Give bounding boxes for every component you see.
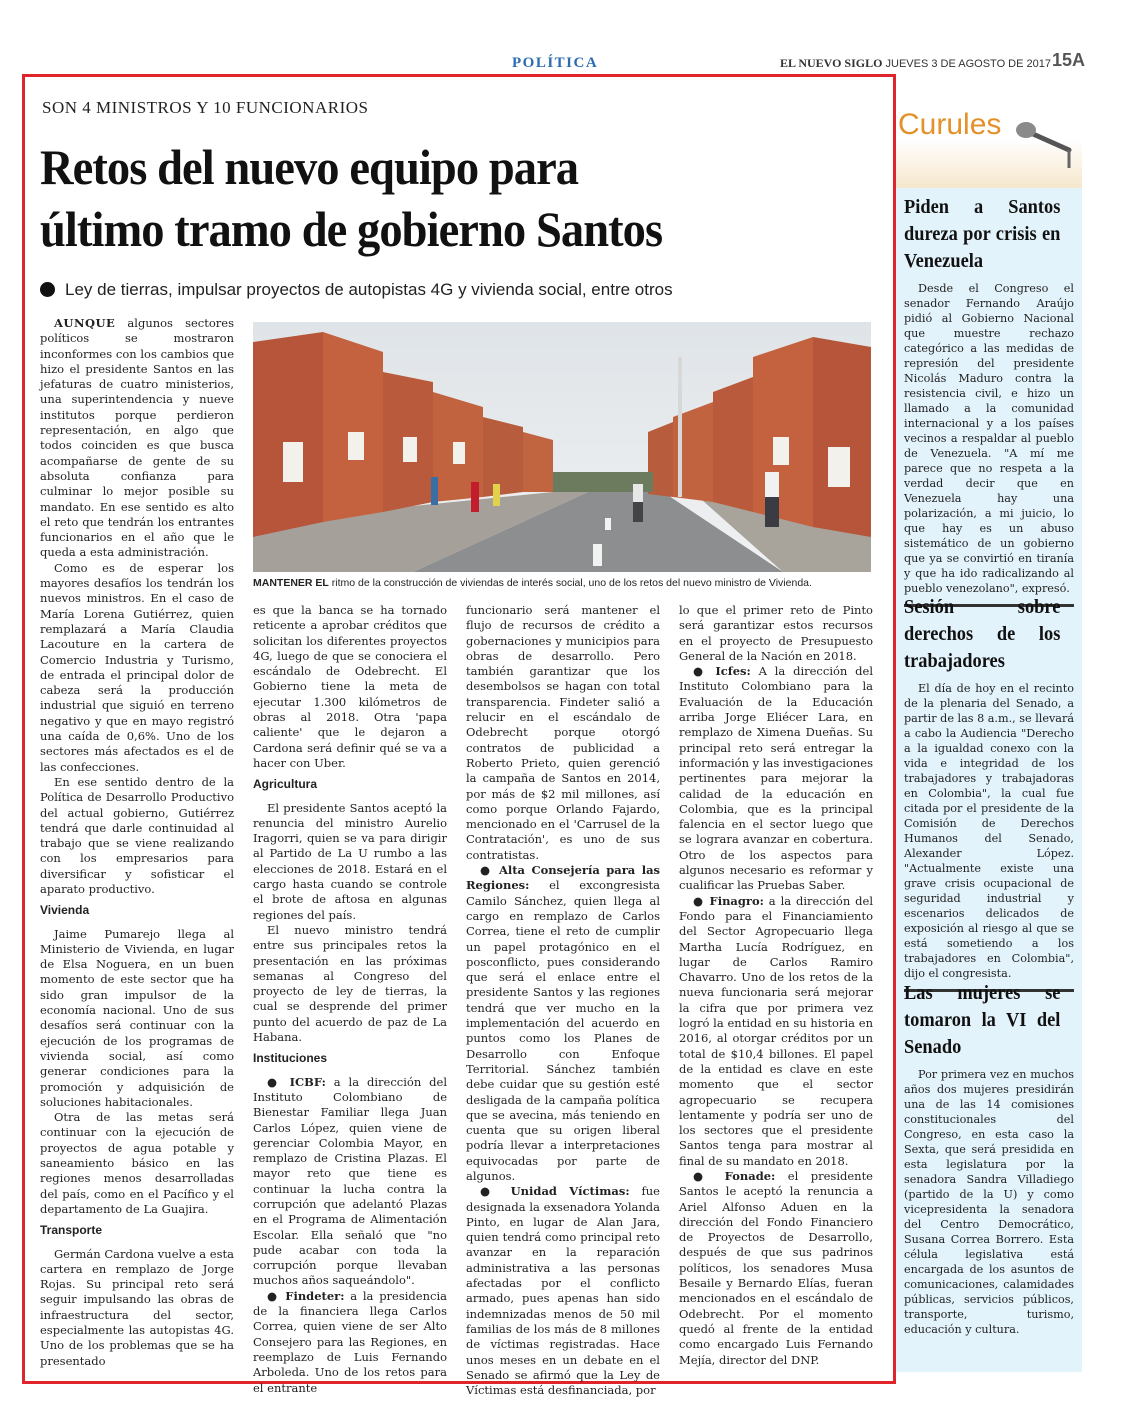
subhead-text: Ley de tierras, impulsar proyectos de autopistas 4G y vivienda social, entre otros [65, 280, 673, 299]
masthead [780, 56, 1051, 71]
article-column-3 [466, 603, 660, 1398]
sidebar-title: Curules [898, 108, 1002, 141]
subheading-agricultura: Agricultura [253, 777, 318, 792]
article-subhead [40, 280, 673, 300]
paragraph: a la dirección del Instituto Colombiano de Bienestar Familiar llega Juan Carlos López, quien viene de gerenciar Colombia Mayor, en remplazo de Cristina Plazas. El mayor reto que tiene es continuar la lucha contra la corrupción que adelantó Plazas en el Programa de Alimentación Escolar. Ella señaló que "no pude acabar con toda la corrupción porque llevaban muchos años saqueándolo". [253, 1074, 447, 1288]
paragraph: el excongresista Camilo Sánchez, quien llega al cargo en remplazo de Carlos Correa, tiene el reto de cumplir un papel protagónico en el posconflicto, pues considerando que será el enlace entre el presidente Santos y las regiones tendrá que ver mucho en la implementación del acuerdo en puntos como los Planes de Desarrollo con Enfoque Territorial. Sánchez también debe cuidar que su gestión esté desligada de la campaña política que se avecina, más teniendo en cuenta que su origen liberal podría llevar a interpretaciones equivocadas por parte de algunos. [466, 878, 660, 1183]
subheading-transporte: Transporte [40, 1223, 103, 1238]
paragraph: Otra de las metas será continuar con la ejecución de proyectos de agua potable y saneamiento básico en las regiones menos desarrolladas del país, como en el Pacífico y el departamento de La Guajira. [40, 1110, 234, 1216]
headline-line-1: Retos del nuevo equipo para [40, 139, 579, 195]
paragraph: el presidente Santos le aceptó la renuncia a Ariel Alfonso Aduen en la dirección del Fondo Financiero de Proyectos de Desarrollo, después de que sus padrinos políticos, los senadores Musa Besaile y Bernardo Elías, fueran mencionados en el escándalo de Odebrecht. Por el momento quedó al frente de la entidad como encargado Luis Fernando Mejía, director del DNP. [679, 1168, 873, 1367]
paragraph: A la dirección del Instituto Colombiano para la Evaluación de la Educación arriba Jorge Eliécer Lara, en remplazo de Ximena Dueñas. Su principal reto será entregar la información y las investigaciones pertinentes para mejorar la calidad de la educación en Colombia, que es la principal falencia en el sector luego que se lograra avanzar en cobertura. Otro de los aspectos para algunos necesario es reformar y cualificar las Pruebas Saber. [679, 664, 874, 893]
paragraph: algunos sectores políticos se mostraron inconformes con los cambios que hizo el presidente Santos en las jefaturas de cuatro ministerios, una superintendencia y nueve institutos porque perdieron representación, en algo que todos coinciden es que busca acompañarse de gente de su absoluta confianza para culminar lo mejor posible su mandato. En ese sentido es alto el reto que tendrán los entrantes funcionarios en el año que le queda a esta administración. [40, 316, 234, 560]
bullet-label: ● Fonade: [693, 1168, 776, 1183]
sidebar-story-venezuela [904, 194, 1074, 611]
paragraph: funcionario será mantener el flujo de recursos de crédito a gobernaciones y municipios para obras de desarrollo. Pero también garantizar que los desembolsos se hagan con total transparencia. Findeter salió a relucir en el escándalo de Odebrecht porque otorgó contratos de publicidad a Roberto Prieto, quien gerenció la campaña de Santos en 2014, por más de $2 mil millones, así como porque Orlando Fajardo, mencionado en el 'Carrusel de la Contratación', es uno de sus contratistas. [466, 603, 660, 862]
subheading-instituciones: Instituciones [253, 1051, 328, 1066]
bullet-label: ● Alta Consejería para las Regiones: [466, 863, 660, 893]
bullet-label: ● ICBF: [267, 1074, 326, 1089]
paper-name: EL NUEVO SIGLO [779, 56, 883, 70]
bullet-icon [40, 282, 55, 297]
section-label: POLÍTICA [512, 55, 599, 71]
caption-text: ritmo de la construcción de viviendas de interés social, uno de los retos del nuevo ministro de Vivienda. [328, 577, 812, 589]
story-body: Por primera vez en muchos años dos mujeres presidirán una de las 14 comisiones constitucionales del Congreso, en esta caso la Sexta, que será presidida en esta legislatura por la senadora Sandra Villadiego (partido de la U) y como vicepresidenta la senadora del Centro Democrático, Susana Correa Borrero. Esta célula legislativa está encargada de los asuntos de comunicaciones, calamidades públicas, servicios públicos, transporte, turismo, educación y cultura. [904, 1068, 1074, 1336]
paragraph: Como es de esperar los mayores desafíos los tendrán los nuevos ministros. En el caso de María Lorena Gutiérrez, quien remplazará a María Claudia Lacouture en la cartera de Comercio Industria y Turismo, de entrada el principal dolor de cabeza será la producción industrial que siguió en terreno negativo y que en mayo registró una caída de 0,6%. Uno de los sectores más afectados es el de las confecciones. [40, 560, 234, 774]
article-headline [40, 136, 821, 260]
article-column-2 [253, 603, 447, 1396]
page-number: 15A [1051, 50, 1085, 70]
sidebar-curules [896, 100, 1082, 1390]
paragraph: a la dirección del Fondo para el Financiamiento del Sector Agropecuario llega Martha Lucía Rodríguez, en lugar de Carlos Ramiro Chavarro. Uno de los retos de la nueva funcionaria será mejorar la cifra que por primera vez logró la entidad en su historia en 2016, al otorgar créditos por un total de $10,4 billones. El papel de la entidad es clave en este momento que el sector agropecuario se recupera lentamente y podría ser uno de los sectores que el presidente Santos tenga para mostrar al final de su mandato en 2018. [679, 893, 873, 1168]
photo-caption [253, 577, 873, 589]
bullet-label: ● Finagro: [693, 893, 764, 908]
article-photo [253, 322, 871, 572]
caption-lead: MANTENER EL [253, 577, 329, 589]
paragraph: Jaime Pumarejo llega al Ministerio de Vivienda, en lugar de Elsa Noguera, en un buen momento de este sector que ha sido gran impulsor de la economía nacional. Uno de sus desafíos será continuar con la ejecución de los programas de vivienda social, así como generar condiciones para la promoción y adquisición de soluciones habitacionales. [40, 926, 234, 1109]
story-title: Piden a Santos dureza por crisis en Venezuela [904, 196, 1061, 272]
paragraph: es que la banca se ha tornado reticente a aprobar créditos que solicitan los diferentes proyectos 4G, luego de que se conociera el escándalo de Odebrecht. El Gobierno tiene la meta de ejecutar 1.300 kilómetros de obras al 2018. Otra 'papa caliente' que le dejaron a Cardona será definir qué se va a hacer con Uber. [253, 603, 447, 770]
article-column-1 [40, 316, 234, 1369]
paragraph: a la presidencia de la financiera llega Carlos Correa, quien viene de ser Alto Consejero para las Regiones, en reemplazo de Luis Fernando Arboleda. Uno de los retos para el entrante [253, 1288, 447, 1395]
paragraph: fue designada la exsenadora Yolanda Pinto, en lugar de Alan Jara, quien tendrá como principal reto avanzar en la reparación administrativa a las personas afectadas por el conflicto armado, pues apenas han sido indemnizadas menos de 50 mil familias de los más de 8 millones de víctimas registradas. Hace unos meses en un debate en el Senado se afirmó que la Ley de Víctimas está desfinanciada, por [466, 1184, 660, 1398]
paragraph: Germán Cardona vuelve a esta cartera en remplazo de Jorge Rojas. Su principal reto será seguir impulsando las obras de infraestructura del sector, especialmente las autopistas 4G. Uno de los problemas que se ha presentado [40, 1246, 234, 1368]
bullet-label: ● Unidad Víctimas: [480, 1184, 630, 1199]
paragraph: El presidente Santos aceptó la renuncia del ministro Aurelio Iragorri, quien se va para dirigir al Partido de La U rumbo a las elecciones de 2018. Estará en el cargo hasta cuando se controle el brote de aftosa en algunas regiones del país. [253, 800, 447, 922]
sidebar-story-mujeres [904, 980, 1074, 1337]
microphone-icon [1014, 110, 1084, 170]
article-column-4 [679, 603, 873, 1368]
subheading-vivienda: Vivienda [40, 903, 90, 918]
issue-date: JUEVES 3 DE AGOSTO DE 2017 [885, 58, 1051, 70]
sidebar-story-trabajadores [904, 594, 1074, 996]
story-body: El día de hoy en el recinto de la plenaria del Senado, a partir de las 8 a.m., se llevará a cabo la Audiencia "Derecho a la igualdad conexo con la vida e integridad de los trabajadores y trabajadoras en Colombia", la cual fue citada por el presidente de la Comisión de Derechos Humanos del Senado, Alexander López. "Actualmente existe una grave crisis ocupacional de seguridad industrial y escenarios delicados de exposición al riesgo al que se está sometiendo a los trabajadores en Colombia", dijo el congresista. [904, 682, 1074, 980]
story-title: Sesión sobre derechos de los trabajadores [904, 596, 1061, 672]
bullet-label: ● Findeter: [267, 1288, 345, 1303]
story-body: Desde el Congreso el senador Fernando Araújo pidió al Gobierno Nacional que muestre rechazo categórico a las medidas de represión del presidente Nicolás Maduro contra la resistencia civil, e hizo un llamado a la comunidad internacional y a los países vecinos a respaldar al pueblo de Venezuela. "A mí me parece que no respeta a la verdad decir que en Venezuela hay una polarización, a mi juicio, lo que hay es un abuso sistemático de un gobierno que ya se convirtió en tiranía y que ha ido radicalizando al pueblo venezolano", expresó. [904, 282, 1074, 595]
article-kicker: SON 4 MINISTROS Y 10 FUNCIONARIOS [42, 98, 369, 117]
story-title: Las mujeres se tomaron la VI del Senado [904, 982, 1061, 1058]
paragraph: En ese sentido dentro de la Política de Desarrollo Productivo del actual gobierno, Gutiérrez tendrá que darle continuidad al trabajo que se viene realizando con los empresarios para diversificar y sofisticar el aparato productivo. [40, 774, 234, 896]
paragraph: El nuevo ministro tendrá entre sus principales retos la presentación en las próximas semanas al Congreso del proyecto de ley de tierras, la cual se desprende del primer punto del acuerdo de paz de La Habana. [253, 922, 447, 1045]
bullet-label: ● Icfes: [693, 664, 751, 679]
paragraph: lo que el primer reto de Pinto será garantizar estos recursos en el proyecto de Presupuesto General de la Nación en 2018. [679, 603, 873, 663]
headline-line-2: último tramo de gobierno Santos [40, 201, 663, 257]
sidebar-header [896, 100, 1082, 188]
lead-word: AUNQUE [54, 316, 116, 330]
